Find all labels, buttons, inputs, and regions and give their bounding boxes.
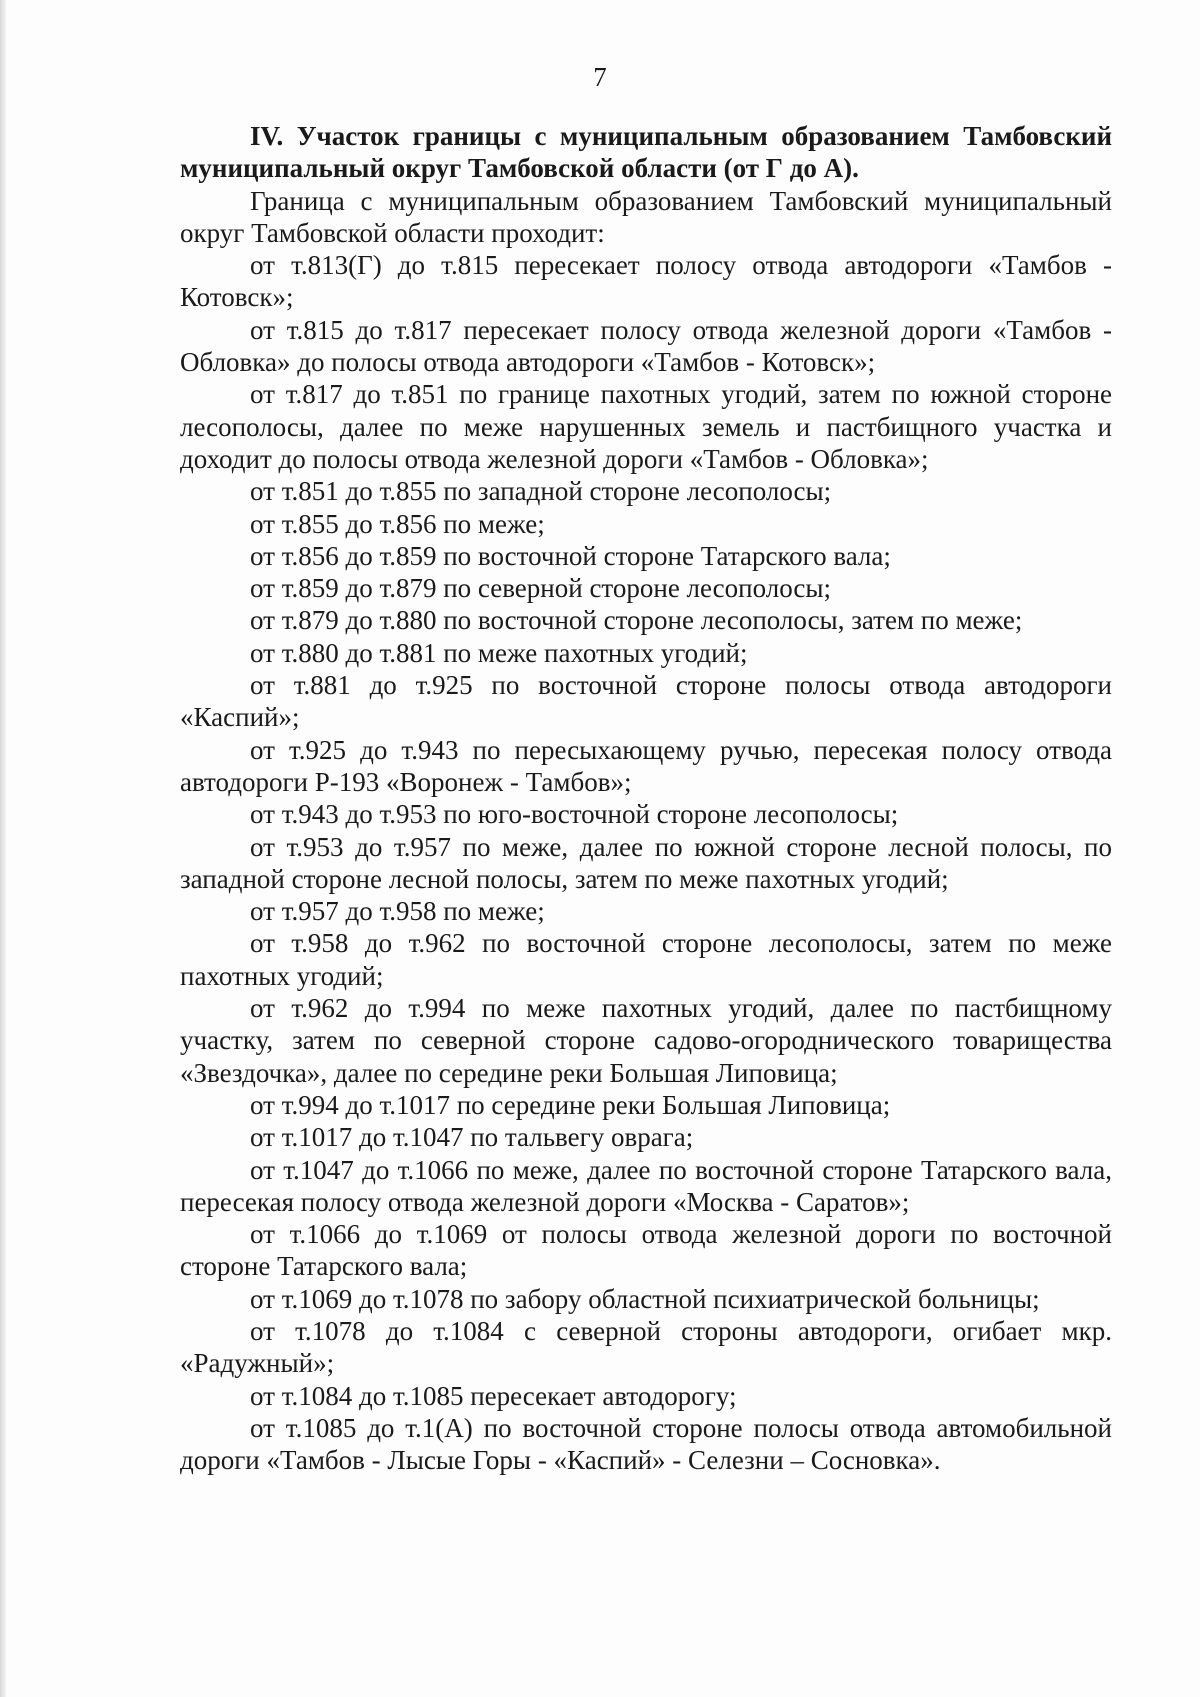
paragraph: от т.856 до т.859 по восточной стороне Татарского вала; xyxy=(250,540,891,571)
paragraph: от т.879 до т.880 по восточной стороне лесополосы, затем по меже; xyxy=(250,605,1023,636)
paragraph: от т.815 до т.817 пересекает полосу отвода железной дороги «Тамбов - Обловка» до полосы отвода автодороги «Тамбов - Котовск»; xyxy=(180,314,1112,378)
paragraph: от т.855 до т.856 по меже; xyxy=(250,508,545,539)
paragraph: от т.1078 до т.1084 с северной стороны автодороги, огибает мкр. «Радужный»; xyxy=(180,1315,1112,1379)
paragraph: от т.1017 до т.1047 по тальвегу оврага; xyxy=(250,1122,694,1153)
paragraph: от т.1085 до т.1(А) по восточной стороне полосы отвода автомобильной дороги «Тамбов - Лысые Горы - «Каспий» - Селезни – Сосновка». xyxy=(180,1412,1112,1476)
paragraph: от т.813(Г) до т.815 пересекает полосу отвода автодороги «Тамбов - Котовск»; xyxy=(180,250,1112,313)
paragraph: от т.953 до т.957 по меже, далее по южной стороне лесной полосы, по западной стороне лесной полосы, затем по меже пахотных угодий; xyxy=(180,831,1112,894)
page-number: 7 xyxy=(593,62,607,92)
paragraph: от т.1066 до т.1069 от полосы отвода железной дороги по восточной стороне Татарского вала; xyxy=(180,1219,1112,1282)
paragraph: от т.1047 до т.1066 по меже, далее по восточной стороне Татарского вала, пересекая полосу отвода железной дороги «Москва - Саратов»; xyxy=(180,1154,1112,1217)
paragraph: от т.881 до т.925 по восточной стороне полосы отвода автодороги «Каспий»; xyxy=(180,670,1112,733)
paragraph: от т.925 до т.943 по пересыхающему ручью, пересекая полосу отвода автодороги Р-193 «Воронеж - Тамбов»; xyxy=(180,734,1112,797)
section-heading: IV. Участок границы с муниципальным образованием Тамбовский муниципальный округ Тамбовской области (от Г до А). xyxy=(180,121,1112,184)
paragraph: от т.859 до т.879 по северной стороне лесополосы; xyxy=(250,573,832,604)
paragraph: от т.962 до т.994 по меже пахотных угодий, далее по пастбищному участку, затем по северной стороне садово-огороднического товарищества «Звездочка», далее по середине реки Большая Липовица; xyxy=(180,993,1112,1088)
document-body xyxy=(180,120,1112,1476)
paragraph: от т.1084 до т.1085 пересекает автодорогу; xyxy=(250,1380,737,1411)
paragraph: от т.880 до т.881 по меже пахотных угодий; xyxy=(250,637,748,668)
paragraph: от т.957 до т.958 по меже; xyxy=(250,896,545,927)
paragraph: от т.851 до т.855 по западной стороне лесополосы; xyxy=(250,476,832,507)
paragraph: от т.1069 до т.1078 по забору областной психиатрической больницы; xyxy=(250,1283,1040,1314)
scan-edge xyxy=(0,0,6,1697)
paragraph: от т.817 до т.851 по границе пахотных угодий, затем по южной стороне лесополосы, далее по меже нарушенных земель и пастбищного участка и доходит до полосы отвода железной дороги «Тамбов - Обловка»; xyxy=(180,379,1112,474)
paragraph: от т.994 до т.1017 по середине реки Большая Липовица; xyxy=(250,1089,891,1120)
paragraph: от т.958 до т.962 по восточной стороне лесополосы, затем по меже пахотных угодий; xyxy=(180,928,1112,991)
paragraph: от т.943 до т.953 по юго-восточной стороне лесополосы; xyxy=(250,799,899,830)
paragraph: Граница с муниципальным образованием Тамбовский муниципальный округ Тамбовской области проходит: xyxy=(180,185,1112,248)
